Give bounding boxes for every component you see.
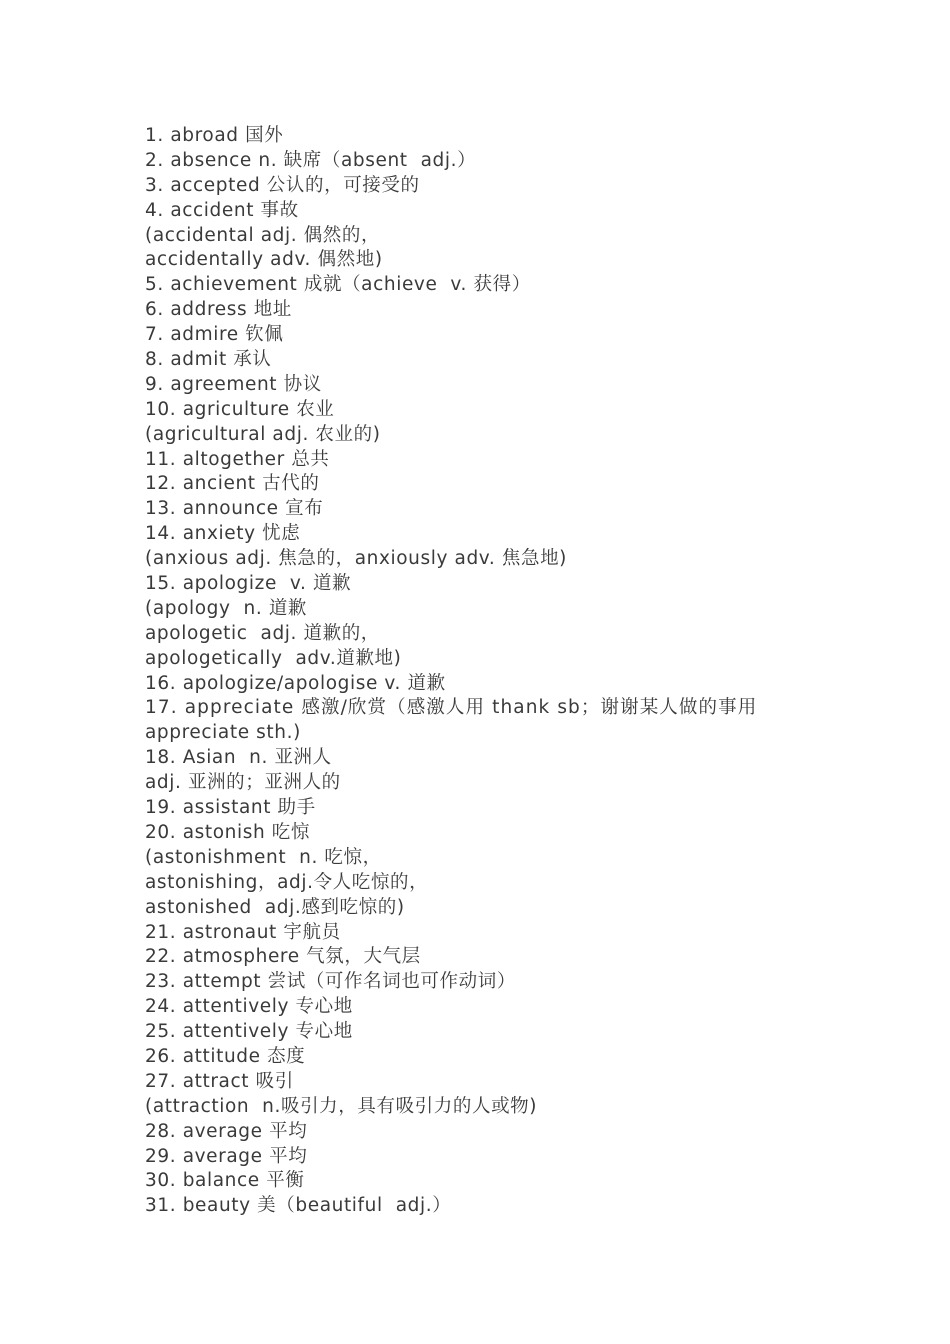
vocab-line-15: 12. ancient 古代的: [145, 473, 320, 495]
vocab-line-22: apologetically adv.道歉地): [145, 647, 402, 669]
vocab-line-27: adj. 亚洲的；亚洲人的: [145, 772, 341, 794]
vocab-line-28: 19. assistant 助手: [145, 797, 316, 819]
vocab-line-10: 8. admit 承认: [145, 349, 272, 371]
vocab-line-25: appreciate sth.): [145, 722, 301, 744]
vocab-line-1: 1. abroad 国外: [145, 125, 284, 146]
vocabulary-list: [145, 124, 810, 1219]
vocab-line-42: 29. average 平均: [145, 1145, 308, 1167]
vocab-line-17: 14. anxiety 忧虑: [145, 523, 301, 545]
vocab-line-19: 15. apologize v. 道歉: [145, 573, 352, 595]
vocab-line-35: 23. attempt 尝试（可作名词也可作动词）: [145, 971, 516, 993]
vocab-line-23: 16. apologize/apologise v. 道歉: [145, 672, 446, 694]
vocab-line-5: (accidental adj. 偶然的，: [145, 224, 381, 246]
vocab-line-41: 28. average 平均: [145, 1120, 308, 1142]
vocab-line-4: 4. accident 事故: [145, 199, 299, 221]
vocab-line-9: 7. admire 钦佩: [145, 324, 284, 346]
vocab-line-11: 9. agreement 协议: [145, 373, 322, 395]
vocab-line-30: (astonishment n. 吃惊，: [145, 846, 382, 868]
vocab-line-29: 20. astonish 吃惊: [145, 821, 310, 843]
vocab-line-8: 6. address 地址: [145, 299, 292, 321]
vocab-line-33: 21. astronaut 宇航员: [145, 921, 341, 943]
vocab-line-26: 18. Asian n. 亚洲人: [145, 747, 332, 769]
vocab-line-32: astonished adj.感到吃惊的): [145, 896, 405, 918]
vocab-line-24: 17. appreciate 感激/欣赏（感激人用 thank sb；谢谢某人做的事用: [145, 697, 758, 719]
vocab-line-38: 26. attitude 态度: [145, 1045, 306, 1067]
vocab-line-16: 13. announce 宣布: [145, 498, 324, 520]
vocab-line-18: (anxious adj. 焦急的，anxiously adv. 焦急地): [145, 548, 567, 570]
vocab-line-14: 11. altogether 总共: [145, 448, 330, 470]
vocab-line-6: accidentally adv. 偶然地): [145, 249, 383, 271]
vocab-line-7: 5. achievement 成就（achieve v. 获得）: [145, 274, 531, 296]
vocab-line-43: 30. balance 平衡: [145, 1170, 305, 1192]
vocab-line-12: 10. agriculture 农业: [145, 398, 335, 420]
vocab-line-37: 25. attentively 专心地: [145, 1021, 353, 1043]
vocab-line-34: 22. atmosphere 气氛，大气层: [145, 946, 421, 968]
vocab-line-2: 2. absence n. 缺席（absent adj.）: [145, 149, 477, 171]
vocab-line-31: astonishing，adj.令人吃惊的，: [145, 871, 429, 893]
vocab-line-39: 27. attract 吸引: [145, 1070, 294, 1092]
vocab-line-40: (attraction n.吸引力，具有吸引力的人或物): [145, 1095, 538, 1117]
vocab-line-3: 3. accepted 公认的，可接受的: [145, 174, 420, 196]
vocab-line-44: 31. beauty 美（beautiful adj.）: [145, 1195, 452, 1217]
vocab-line-20: (apology n. 道歉: [145, 597, 308, 619]
vocab-line-36: 24. attentively 专心地: [145, 996, 353, 1018]
vocab-line-13: (agricultural adj. 农业的): [145, 423, 381, 445]
vocab-line-21: apologetic adj. 道歉的，: [145, 622, 380, 644]
